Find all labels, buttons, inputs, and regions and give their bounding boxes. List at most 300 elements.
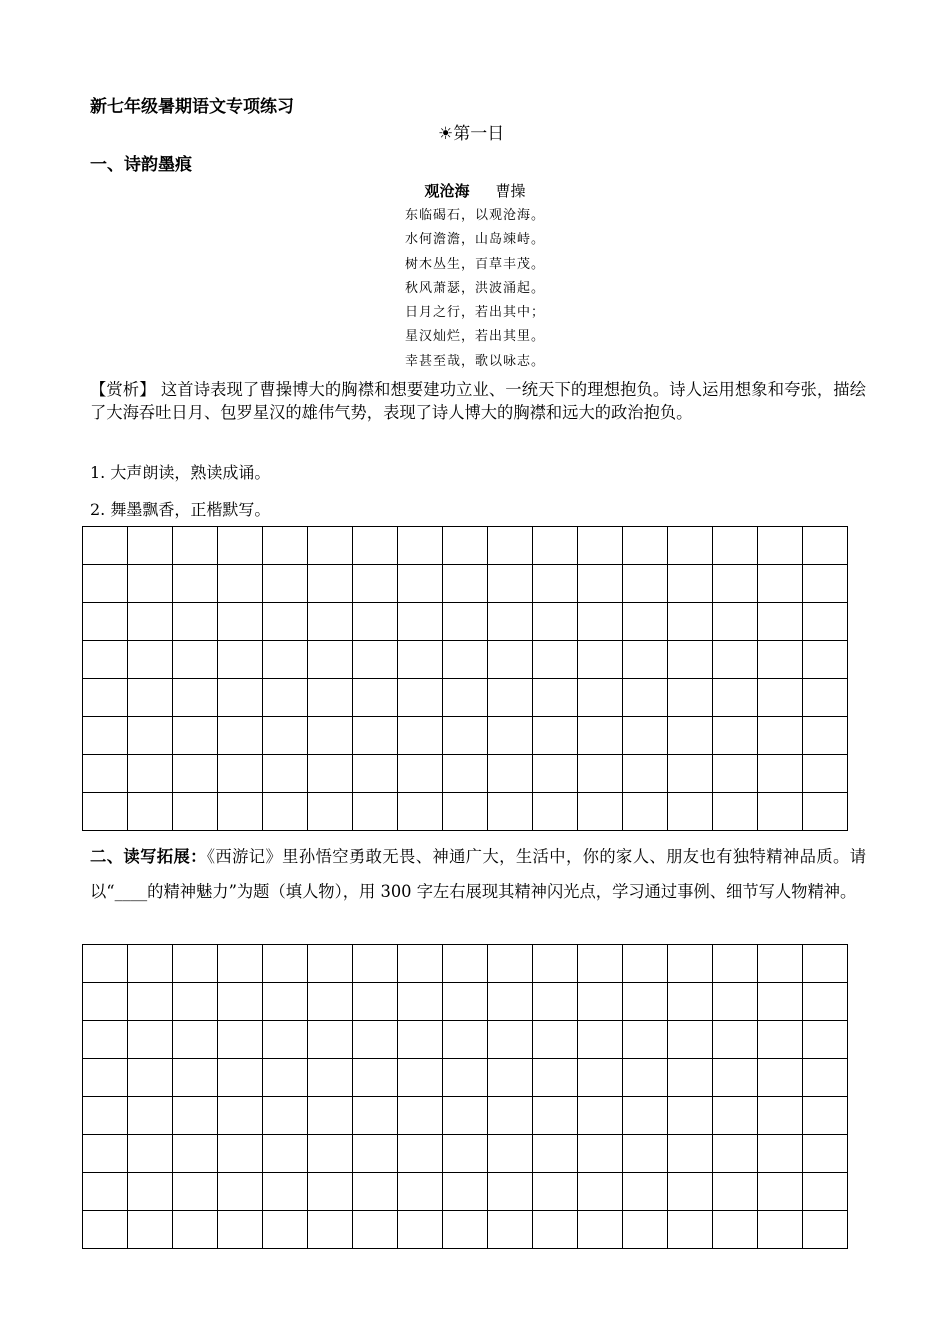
grid-cell[interactable]	[128, 1135, 173, 1173]
grid-cell[interactable]	[578, 1097, 623, 1135]
grid-cell[interactable]	[398, 641, 443, 679]
grid-cell[interactable]	[308, 1021, 353, 1059]
grid-cell[interactable]	[623, 641, 668, 679]
grid-cell[interactable]	[623, 1211, 668, 1249]
grid-cell[interactable]	[128, 717, 173, 755]
grid-cell[interactable]	[443, 755, 488, 793]
grid-cell[interactable]	[713, 1021, 758, 1059]
grid-cell[interactable]	[443, 565, 488, 603]
grid-cell[interactable]	[533, 565, 578, 603]
grid-cell[interactable]	[533, 983, 578, 1021]
grid-cell[interactable]	[488, 603, 533, 641]
grid-row	[83, 527, 848, 565]
grid-cell[interactable]	[668, 1135, 713, 1173]
dictation-writing-grid[interactable]	[82, 526, 848, 831]
grid-cell[interactable]	[578, 527, 623, 565]
grid-cell[interactable]	[218, 641, 263, 679]
grid-cell[interactable]	[533, 679, 578, 717]
grid-cell[interactable]	[398, 983, 443, 1021]
grid-cell[interactable]	[488, 945, 533, 983]
grid-cell[interactable]	[353, 1059, 398, 1097]
grid-cell[interactable]	[263, 641, 308, 679]
grid-cell[interactable]	[128, 1211, 173, 1249]
grid-cell[interactable]	[398, 1097, 443, 1135]
grid-cell[interactable]	[308, 983, 353, 1021]
poem-title: 观沧海	[424, 182, 470, 200]
grid-cell[interactable]	[308, 1173, 353, 1211]
grid-cell[interactable]	[488, 755, 533, 793]
grid-cell[interactable]	[218, 945, 263, 983]
grid-cell[interactable]	[578, 1211, 623, 1249]
poem-line: 日月之行，若出其中；	[404, 305, 545, 321]
grid-cell[interactable]	[308, 679, 353, 717]
grid-cell[interactable]	[398, 1059, 443, 1097]
grid-cell[interactable]	[398, 1173, 443, 1211]
grid-cell[interactable]	[128, 565, 173, 603]
grid-cell[interactable]	[533, 945, 578, 983]
grid-cell[interactable]	[668, 755, 713, 793]
section2-block	[90, 840, 866, 909]
grid-row	[83, 1097, 848, 1135]
grid-cell[interactable]	[578, 1021, 623, 1059]
poem-line: 树木丛生，百草丰茂。	[404, 256, 545, 272]
grid-cell[interactable]	[398, 565, 443, 603]
grid-cell[interactable]	[128, 793, 173, 831]
grid-cell[interactable]	[443, 1097, 488, 1135]
grid-cell[interactable]	[398, 1021, 443, 1059]
grid-cell[interactable]	[398, 945, 443, 983]
grid-cell[interactable]	[533, 527, 578, 565]
grid-cell[interactable]	[308, 945, 353, 983]
poem-line: 秋风萧瑟，洪波涌起。	[404, 280, 545, 296]
grid-cell[interactable]	[128, 945, 173, 983]
grid-cell[interactable]	[218, 1173, 263, 1211]
grid-cell[interactable]	[353, 945, 398, 983]
grid-cell[interactable]	[488, 527, 533, 565]
grid-cell[interactable]	[173, 983, 218, 1021]
grid-row	[83, 983, 848, 1021]
grid-cell[interactable]	[218, 717, 263, 755]
grid-cell[interactable]	[218, 527, 263, 565]
grid-cell[interactable]	[758, 945, 803, 983]
grid-cell[interactable]	[398, 679, 443, 717]
grid-cell[interactable]	[488, 641, 533, 679]
grid-cell[interactable]	[488, 1059, 533, 1097]
grid-cell[interactable]	[263, 717, 308, 755]
grid-cell[interactable]	[173, 679, 218, 717]
grid-cell[interactable]	[173, 1211, 218, 1249]
grid-cell[interactable]	[578, 717, 623, 755]
grid-cell[interactable]	[398, 755, 443, 793]
grid-cell[interactable]	[443, 983, 488, 1021]
grid-cell[interactable]	[578, 793, 623, 831]
grid-cell[interactable]	[668, 565, 713, 603]
grid-cell[interactable]	[488, 1135, 533, 1173]
grid-cell[interactable]	[803, 1173, 848, 1211]
grid-cell[interactable]	[488, 1097, 533, 1135]
grid-cell[interactable]	[533, 1173, 578, 1211]
grid-cell[interactable]	[263, 1211, 308, 1249]
grid-cell[interactable]	[758, 755, 803, 793]
grid-cell[interactable]	[668, 1173, 713, 1211]
grid-cell[interactable]	[803, 793, 848, 831]
grid-cell[interactable]	[713, 755, 758, 793]
grid-cell[interactable]	[488, 793, 533, 831]
grid-row	[83, 603, 848, 641]
grid-cell[interactable]	[623, 565, 668, 603]
grid-cell[interactable]	[758, 983, 803, 1021]
grid-cell[interactable]	[218, 1135, 263, 1173]
grid-cell[interactable]	[578, 983, 623, 1021]
grid-cell[interactable]	[668, 945, 713, 983]
grid-cell[interactable]	[623, 945, 668, 983]
grid-cell[interactable]	[713, 641, 758, 679]
document-title: 新七年级暑期语文专项练习	[90, 97, 294, 117]
grid-cell[interactable]	[83, 1135, 128, 1173]
grid-cell[interactable]	[668, 641, 713, 679]
grid-cell[interactable]	[803, 1135, 848, 1173]
grid-cell[interactable]	[533, 1097, 578, 1135]
grid-cell[interactable]	[173, 565, 218, 603]
poem-line: 幸甚至哉，歌以咏志。	[404, 353, 545, 369]
grid-cell[interactable]	[443, 717, 488, 755]
grid-cell[interactable]	[218, 565, 263, 603]
grid-cell[interactable]	[533, 603, 578, 641]
grid-cell[interactable]	[758, 641, 803, 679]
grid-cell[interactable]	[803, 603, 848, 641]
grid-cell[interactable]	[173, 945, 218, 983]
section1-heading: 一、诗韵墨痕	[90, 155, 192, 175]
grid-cell[interactable]	[398, 1135, 443, 1173]
grid-cell[interactable]	[353, 1135, 398, 1173]
grid-cell[interactable]	[758, 527, 803, 565]
grid-cell[interactable]	[623, 1021, 668, 1059]
grid-cell[interactable]	[713, 717, 758, 755]
grid-cell[interactable]	[758, 1097, 803, 1135]
grid-row	[83, 565, 848, 603]
grid-cell[interactable]	[713, 1097, 758, 1135]
grid-cell[interactable]	[713, 527, 758, 565]
grid-cell[interactable]	[83, 945, 128, 983]
grid-cell[interactable]	[308, 755, 353, 793]
grid-cell[interactable]	[713, 1211, 758, 1249]
grid-cell[interactable]	[578, 641, 623, 679]
grid-cell[interactable]	[578, 1135, 623, 1173]
grid-cell[interactable]	[578, 945, 623, 983]
grid-cell[interactable]	[443, 527, 488, 565]
grid-cell[interactable]	[83, 983, 128, 1021]
grid-cell[interactable]	[578, 565, 623, 603]
grid-cell[interactable]	[443, 1135, 488, 1173]
grid-cell[interactable]	[443, 1173, 488, 1211]
grid-cell[interactable]	[353, 527, 398, 565]
grid-cell[interactable]	[83, 1097, 128, 1135]
grid-cell[interactable]	[803, 1021, 848, 1059]
grid-cell[interactable]	[308, 717, 353, 755]
grid-cell[interactable]	[83, 1021, 128, 1059]
grid-cell[interactable]	[533, 641, 578, 679]
grid-cell[interactable]	[353, 717, 398, 755]
grid-cell[interactable]	[668, 1211, 713, 1249]
grid-row	[83, 1135, 848, 1173]
grid-cell[interactable]	[173, 641, 218, 679]
grid-cell[interactable]	[623, 527, 668, 565]
grid-cell[interactable]	[623, 793, 668, 831]
grid-cell[interactable]	[173, 793, 218, 831]
grid-cell[interactable]	[758, 565, 803, 603]
grid-cell[interactable]	[353, 1097, 398, 1135]
grid-cell[interactable]	[623, 603, 668, 641]
grid-cell[interactable]	[578, 1059, 623, 1097]
grid-cell[interactable]	[218, 1097, 263, 1135]
grid-cell[interactable]	[623, 717, 668, 755]
grid-cell[interactable]	[803, 565, 848, 603]
grid-cell[interactable]	[713, 983, 758, 1021]
grid-cell[interactable]	[758, 679, 803, 717]
grid-cell[interactable]	[218, 1211, 263, 1249]
grid-cell[interactable]	[713, 603, 758, 641]
grid-cell[interactable]	[353, 1021, 398, 1059]
grid-cell[interactable]	[128, 1097, 173, 1135]
grid-cell[interactable]	[263, 603, 308, 641]
grid-row	[83, 755, 848, 793]
grid-cell[interactable]	[803, 679, 848, 717]
grid-cell[interactable]	[173, 1173, 218, 1211]
grid-cell[interactable]	[623, 1173, 668, 1211]
grid-cell[interactable]	[218, 983, 263, 1021]
task-read-aloud: 1. 大声朗读，熟读成诵。	[90, 463, 271, 482]
grid-cell[interactable]	[803, 1097, 848, 1135]
grid-cell[interactable]	[398, 717, 443, 755]
grid-cell[interactable]	[578, 603, 623, 641]
grid-cell[interactable]	[308, 1059, 353, 1097]
grid-cell[interactable]	[263, 1173, 308, 1211]
grid-cell[interactable]	[173, 1021, 218, 1059]
grid-cell[interactable]	[758, 1021, 803, 1059]
grid-cell[interactable]	[218, 603, 263, 641]
grid-cell[interactable]	[83, 679, 128, 717]
grid-cell[interactable]	[803, 641, 848, 679]
grid-cell[interactable]	[308, 1135, 353, 1173]
grid-cell[interactable]	[623, 679, 668, 717]
grid-cell[interactable]	[308, 527, 353, 565]
grid-cell[interactable]	[128, 527, 173, 565]
grid-cell[interactable]	[713, 793, 758, 831]
grid-cell[interactable]	[83, 1211, 128, 1249]
grid-cell[interactable]	[263, 1135, 308, 1173]
grid-cell[interactable]	[623, 1059, 668, 1097]
grid-cell[interactable]	[533, 1211, 578, 1249]
grid-cell[interactable]	[668, 717, 713, 755]
grid-cell[interactable]	[353, 793, 398, 831]
grid-cell[interactable]	[263, 679, 308, 717]
grid-cell[interactable]	[758, 793, 803, 831]
grid-cell[interactable]	[578, 755, 623, 793]
grid-cell[interactable]	[308, 641, 353, 679]
grid-cell[interactable]	[488, 1211, 533, 1249]
grid-cell[interactable]	[263, 945, 308, 983]
grid-cell[interactable]	[128, 679, 173, 717]
grid-cell[interactable]	[308, 1097, 353, 1135]
grid-cell[interactable]	[263, 755, 308, 793]
grid-cell[interactable]	[533, 793, 578, 831]
grid-cell[interactable]	[263, 1021, 308, 1059]
grid-cell[interactable]	[713, 565, 758, 603]
grid-cell[interactable]	[443, 603, 488, 641]
grid-row	[83, 1021, 848, 1059]
grid-cell[interactable]	[398, 527, 443, 565]
grid-cell[interactable]	[713, 679, 758, 717]
grid-cell[interactable]	[173, 717, 218, 755]
grid-cell[interactable]	[263, 983, 308, 1021]
grid-cell[interactable]	[83, 641, 128, 679]
grid-cell[interactable]	[443, 945, 488, 983]
grid-cell[interactable]	[668, 793, 713, 831]
poem-line: 东临碣石，以观沧海。	[404, 208, 545, 223]
grid-cell[interactable]	[353, 565, 398, 603]
grid-cell[interactable]	[353, 983, 398, 1021]
grid-cell[interactable]	[443, 1021, 488, 1059]
grid-cell[interactable]	[128, 1021, 173, 1059]
grid-cell[interactable]	[218, 679, 263, 717]
grid-cell[interactable]	[533, 1021, 578, 1059]
grid-cell[interactable]	[83, 527, 128, 565]
grid-cell[interactable]	[443, 641, 488, 679]
grid-cell[interactable]	[758, 717, 803, 755]
grid-cell[interactable]	[218, 1021, 263, 1059]
appreciation-text: 【赏析】 这首诗表现了曹操博大的胸襟和想要建功立业、一统天下的理想抱负。诗人运用想象和夸张，描绘了大海吞吐日月、包罗星汉的雄伟气势，表现了诗人博大的胸襟和远大的政治抱负。	[90, 380, 866, 422]
grid-cell[interactable]	[488, 565, 533, 603]
grid-cell[interactable]	[803, 1211, 848, 1249]
grid-cell[interactable]	[713, 1059, 758, 1097]
grid-cell[interactable]	[263, 565, 308, 603]
grid-cell[interactable]	[83, 1059, 128, 1097]
grid-cell[interactable]	[398, 1211, 443, 1249]
grid-cell[interactable]	[623, 1097, 668, 1135]
grid-cell[interactable]	[173, 527, 218, 565]
grid-cell[interactable]	[173, 755, 218, 793]
grid-cell[interactable]	[353, 679, 398, 717]
grid-cell[interactable]	[533, 1059, 578, 1097]
grid-cell[interactable]	[533, 717, 578, 755]
grid-cell[interactable]	[713, 1173, 758, 1211]
grid-cell[interactable]	[623, 1135, 668, 1173]
grid-cell[interactable]	[128, 641, 173, 679]
grid-cell[interactable]	[443, 679, 488, 717]
grid-cell[interactable]	[668, 1097, 713, 1135]
grid-cell[interactable]	[83, 717, 128, 755]
grid-cell[interactable]	[443, 793, 488, 831]
grid-row	[83, 679, 848, 717]
grid-cell[interactable]	[803, 527, 848, 565]
grid-cell[interactable]	[803, 945, 848, 983]
grid-cell[interactable]	[128, 755, 173, 793]
grid-cell[interactable]	[128, 983, 173, 1021]
grid-cell[interactable]	[173, 1097, 218, 1135]
poem-line: 星汉灿烂，若出其里。	[404, 329, 545, 345]
grid-cell[interactable]	[128, 1173, 173, 1211]
grid-cell[interactable]	[488, 1173, 533, 1211]
grid-cell[interactable]	[173, 603, 218, 641]
grid-cell[interactable]	[623, 755, 668, 793]
grid-cell[interactable]	[533, 1135, 578, 1173]
grid-row	[83, 641, 848, 679]
grid-cell[interactable]	[218, 1059, 263, 1097]
grid-cell[interactable]	[263, 1097, 308, 1135]
grid-cell[interactable]	[803, 717, 848, 755]
grid-cell[interactable]	[758, 603, 803, 641]
grid-cell[interactable]	[128, 603, 173, 641]
grid-row	[83, 1059, 848, 1097]
grid-cell[interactable]	[263, 793, 308, 831]
grid-cell[interactable]	[398, 793, 443, 831]
grid-cell[interactable]	[443, 1211, 488, 1249]
grid-cell[interactable]	[758, 1211, 803, 1249]
grid-cell[interactable]	[443, 1059, 488, 1097]
grid-cell[interactable]	[353, 755, 398, 793]
day-title: ☀第一日	[438, 124, 505, 144]
grid-cell[interactable]	[533, 755, 578, 793]
grid-cell[interactable]	[308, 603, 353, 641]
grid-cell[interactable]	[668, 983, 713, 1021]
grid-cell[interactable]	[713, 945, 758, 983]
grid-cell[interactable]	[353, 603, 398, 641]
grid-cell[interactable]	[263, 527, 308, 565]
grid-cell[interactable]	[83, 755, 128, 793]
poem-header	[0, 180, 950, 201]
grid-cell[interactable]	[83, 793, 128, 831]
grid-cell[interactable]	[308, 565, 353, 603]
grid-cell[interactable]	[173, 1135, 218, 1173]
grid-cell[interactable]	[758, 1059, 803, 1097]
grid-cell[interactable]	[578, 679, 623, 717]
grid-cell[interactable]	[758, 1135, 803, 1173]
grid-cell[interactable]	[713, 1135, 758, 1173]
grid-cell[interactable]	[353, 1211, 398, 1249]
grid-cell[interactable]	[488, 1021, 533, 1059]
grid-cell[interactable]	[488, 679, 533, 717]
grid-cell[interactable]	[353, 1173, 398, 1211]
grid-row	[83, 793, 848, 831]
grid-cell[interactable]	[668, 527, 713, 565]
grid-cell[interactable]	[488, 717, 533, 755]
grid-cell[interactable]	[353, 641, 398, 679]
grid-cell[interactable]	[263, 1059, 308, 1097]
grid-cell[interactable]	[308, 793, 353, 831]
grid-cell[interactable]	[218, 793, 263, 831]
grid-cell[interactable]	[758, 1173, 803, 1211]
grid-cell[interactable]	[668, 603, 713, 641]
grid-cell[interactable]	[668, 679, 713, 717]
grid-cell[interactable]	[623, 983, 668, 1021]
grid-cell[interactable]	[83, 603, 128, 641]
grid-cell[interactable]	[398, 603, 443, 641]
grid-cell[interactable]	[803, 983, 848, 1021]
grid-cell[interactable]	[668, 1021, 713, 1059]
grid-cell[interactable]	[668, 1059, 713, 1097]
grid-cell[interactable]	[488, 983, 533, 1021]
grid-cell[interactable]	[803, 755, 848, 793]
essay-writing-grid[interactable]	[82, 944, 848, 1249]
grid-cell[interactable]	[803, 1059, 848, 1097]
grid-cell[interactable]	[83, 565, 128, 603]
grid-cell[interactable]	[578, 1173, 623, 1211]
grid-cell[interactable]	[218, 755, 263, 793]
grid-cell[interactable]	[173, 1059, 218, 1097]
grid-cell[interactable]	[308, 1211, 353, 1249]
grid-cell[interactable]	[83, 1173, 128, 1211]
grid-cell[interactable]	[128, 1059, 173, 1097]
